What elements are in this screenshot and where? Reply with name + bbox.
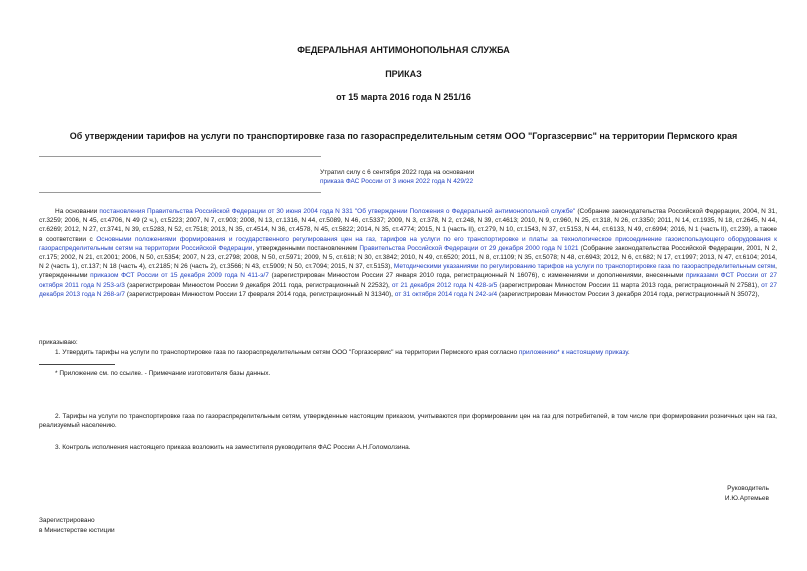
item-2: 2. Тарифы на услуги по транспортировке газа по газораспределительным сетям, утвержденные настоящим приказом, учитываются при формировании цен на газ для потребителей, в том числе при формировании розничных цен на газ, реализуемый населению. — [39, 413, 777, 430]
link-resolution-1021[interactable]: Правительства Российской Федерации от 29 декабря 2000 года N 1021 — [359, 244, 579, 252]
status-note — [320, 168, 474, 186]
item-3: 3. Контроль исполнения настоящего приказа возложить на заместителя руководителя ФАС России А.Н.Голомолзина. — [55, 444, 411, 451]
item-1: 1. Утвердить тарифы на услуги по транспортировке газа по газораспределительным сетям ООО "Горгазсервис" на территории Пермского края согласно приложению* к настоящему приказу. — [55, 349, 630, 356]
footnote: * Приложение см. по ссылке. - Примечание изготовителя базы данных. — [55, 370, 271, 377]
preamble-paragraph: На основании постановления Правительства Российской Федерации от 30 июня 2004 года N 331 "Об утверждении Положения о Федеральной антимонопольной службе" (Собрание законодательства Российской Федерации, 2004, N 31, ст.3259; 2006, N 45, ст.4706, N 49 (2 ч.), ст.5223; 2007, N 7, ст.903; 2008, N 13, ст.1316, N 44, ст.5089, N 46, ст.5337; 2009, N 3, ст.378, N 2, ст.248, N 39, ст.4613; 2010, N 9, ст.960, N 25, ст.318, N 26, ст.3350; 2011, N 14, ст.1935, N 18, ст.2645, N 44, ст.6269; 2012, N 27, ст.3741, N 39, ст.5283, N 52, ст.7518; 2013, N 35, ст.4514, N 36, ст.4578, N 45, ст.5822; 2014, N 35, ст.4774; 2015, N 1 (часть II), ст.279, N 10, ст.1543, N 37, ст.5153, N 44, ст.6133, N 49, ст.6994; 2016, N 1 (часть II), ст.239), а также в соответствии с Основными положениями формирования и государственного регулирования цен на газ, тарифов на услуги по его транспортировке и платы за технологическое присоединение газоиспользующего оборудования к газораспределительным сетям на территории Российской Федерации, утвержденными постановлением Правительства Российской Федерации от 29 декабря 2000 года N 1021 (Собрание законодательства Российской Федерации, 2001, N 2, ст.175; 2002, N 21, ст.2001; 2006, N 50, ст.5354; 2007, N 23, ст.2798; 2008, N 50, ст.5971; 2009, N 5, ст.618; N 30, ст.3842; 2010, N 49, ст.6520; 2011, N 8, ст.1109; N 35, ст.5078; N 48, ст.6943; 2012, N 6, ст.682; N 17, ст.1997; 2013, N 47, ст.6104; 2014, N 2 (часть 1), ст.137; N 18 (часть 4), ст.2185; N 26 (часть 2), ст.3566; N 43, ст.5909; N 50, ст.7094; 2015, N 37, ст.5153), Методическими указаниями по регулированию тарифов на услуги по транспортировке газа по газораспределительным сетям, утвержденными приказом ФСТ России от 15 декабря 2009 года N 411-э/7 (зарегистрирован Минюстом России 27 января 2010 года, регистрационный N 16076), с изменениями и дополнениями, внесенными приказами ФСТ России от 27 октября 2011 года N 253-э/3 (зарегистрирован Минюстом России 9 декабря 2011 года, регистрационный N 22532), от 21 декабря 2012 года N 428-э/5 (зарегистрирован Минюстом России 11 марта 2013 года, регистрационный N 27581), от 27 декабря 2013 года N 268-э/7 (зарегистрирован Минюстом России 17 февраля 2014 года, регистрационный N 31340), от 31 октября 2014 года N 242-э/4 (зарегистрирован Минюстом России 3 декабря 2014 года, регистрационный N 35072), — [39, 208, 777, 298]
divider-top — [39, 156, 321, 157]
repeal-order-link[interactable]: приказа ФАС России от 3 июня 2022 года N 429/22 — [320, 178, 474, 185]
signature-role: Руководитель — [727, 485, 769, 492]
link-fst-order-268[interactable]: от 27 декабря 2013 года N 268-э/7 — [39, 281, 777, 298]
document-title: Об утверждении тарифов на услуги по транспортировке газа по газораспределительным сетям ООО "Горгазсервис" на территории Пермского края — [69, 131, 738, 141]
registration-line-2: в Министерстве юстиции — [39, 527, 115, 534]
link-resolution-331[interactable]: постановления Правительства Российской Федерации от 30 июня 2004 года N 331 "Об утверждении Положения о Федеральной антимонопольной службе" — [99, 208, 576, 215]
link-fst-order-253[interactable]: приказами ФСТ России от 27 октября 2011 года N 253-э/3 — [39, 272, 777, 289]
signature-name: И.Ю.Артемьев — [724, 495, 769, 502]
order-word: приказываю: — [39, 339, 78, 346]
agency-heading: ФЕДЕРАЛЬНАЯ АНТИМОНОПОЛЬНАЯ СЛУЖБА — [297, 45, 510, 55]
link-fst-order-428[interactable]: от 21 декабря 2012 года N 428-э/5 — [391, 281, 498, 289]
link-methodical-guidelines[interactable]: Методическими указаниями по регулированию тарифов на услуги по транспортировке газа по газораспределительным сетям — [393, 263, 776, 271]
link-fst-order-411[interactable]: приказом ФСТ России от 15 декабря 2009 года N 411-э/7 — [90, 272, 269, 280]
status-note-text: Утратил силу с 6 сентября 2022 года на основании — [320, 169, 475, 176]
appendix-link[interactable]: приложению* к настоящему приказу — [518, 349, 628, 356]
link-fst-order-242[interactable]: от 31 октября 2014 года N 242-э/4 — [394, 290, 498, 298]
date-number-heading: от 15 марта 2016 года N 251/16 — [336, 92, 471, 102]
registration-line-1: Зарегистрировано — [39, 517, 95, 524]
doc-type-heading: ПРИКАЗ — [385, 69, 422, 79]
divider-bottom — [39, 192, 321, 193]
link-main-provisions[interactable]: Основными положениями формирования и государственного регулирования цен на газ, тарифов на услуги по его транспортировке и платы за технологическое присоединение газоиспользующего оборудования к газораспределительным сетям на территории Российской Федерации — [39, 235, 777, 252]
footnote-divider — [39, 364, 115, 365]
